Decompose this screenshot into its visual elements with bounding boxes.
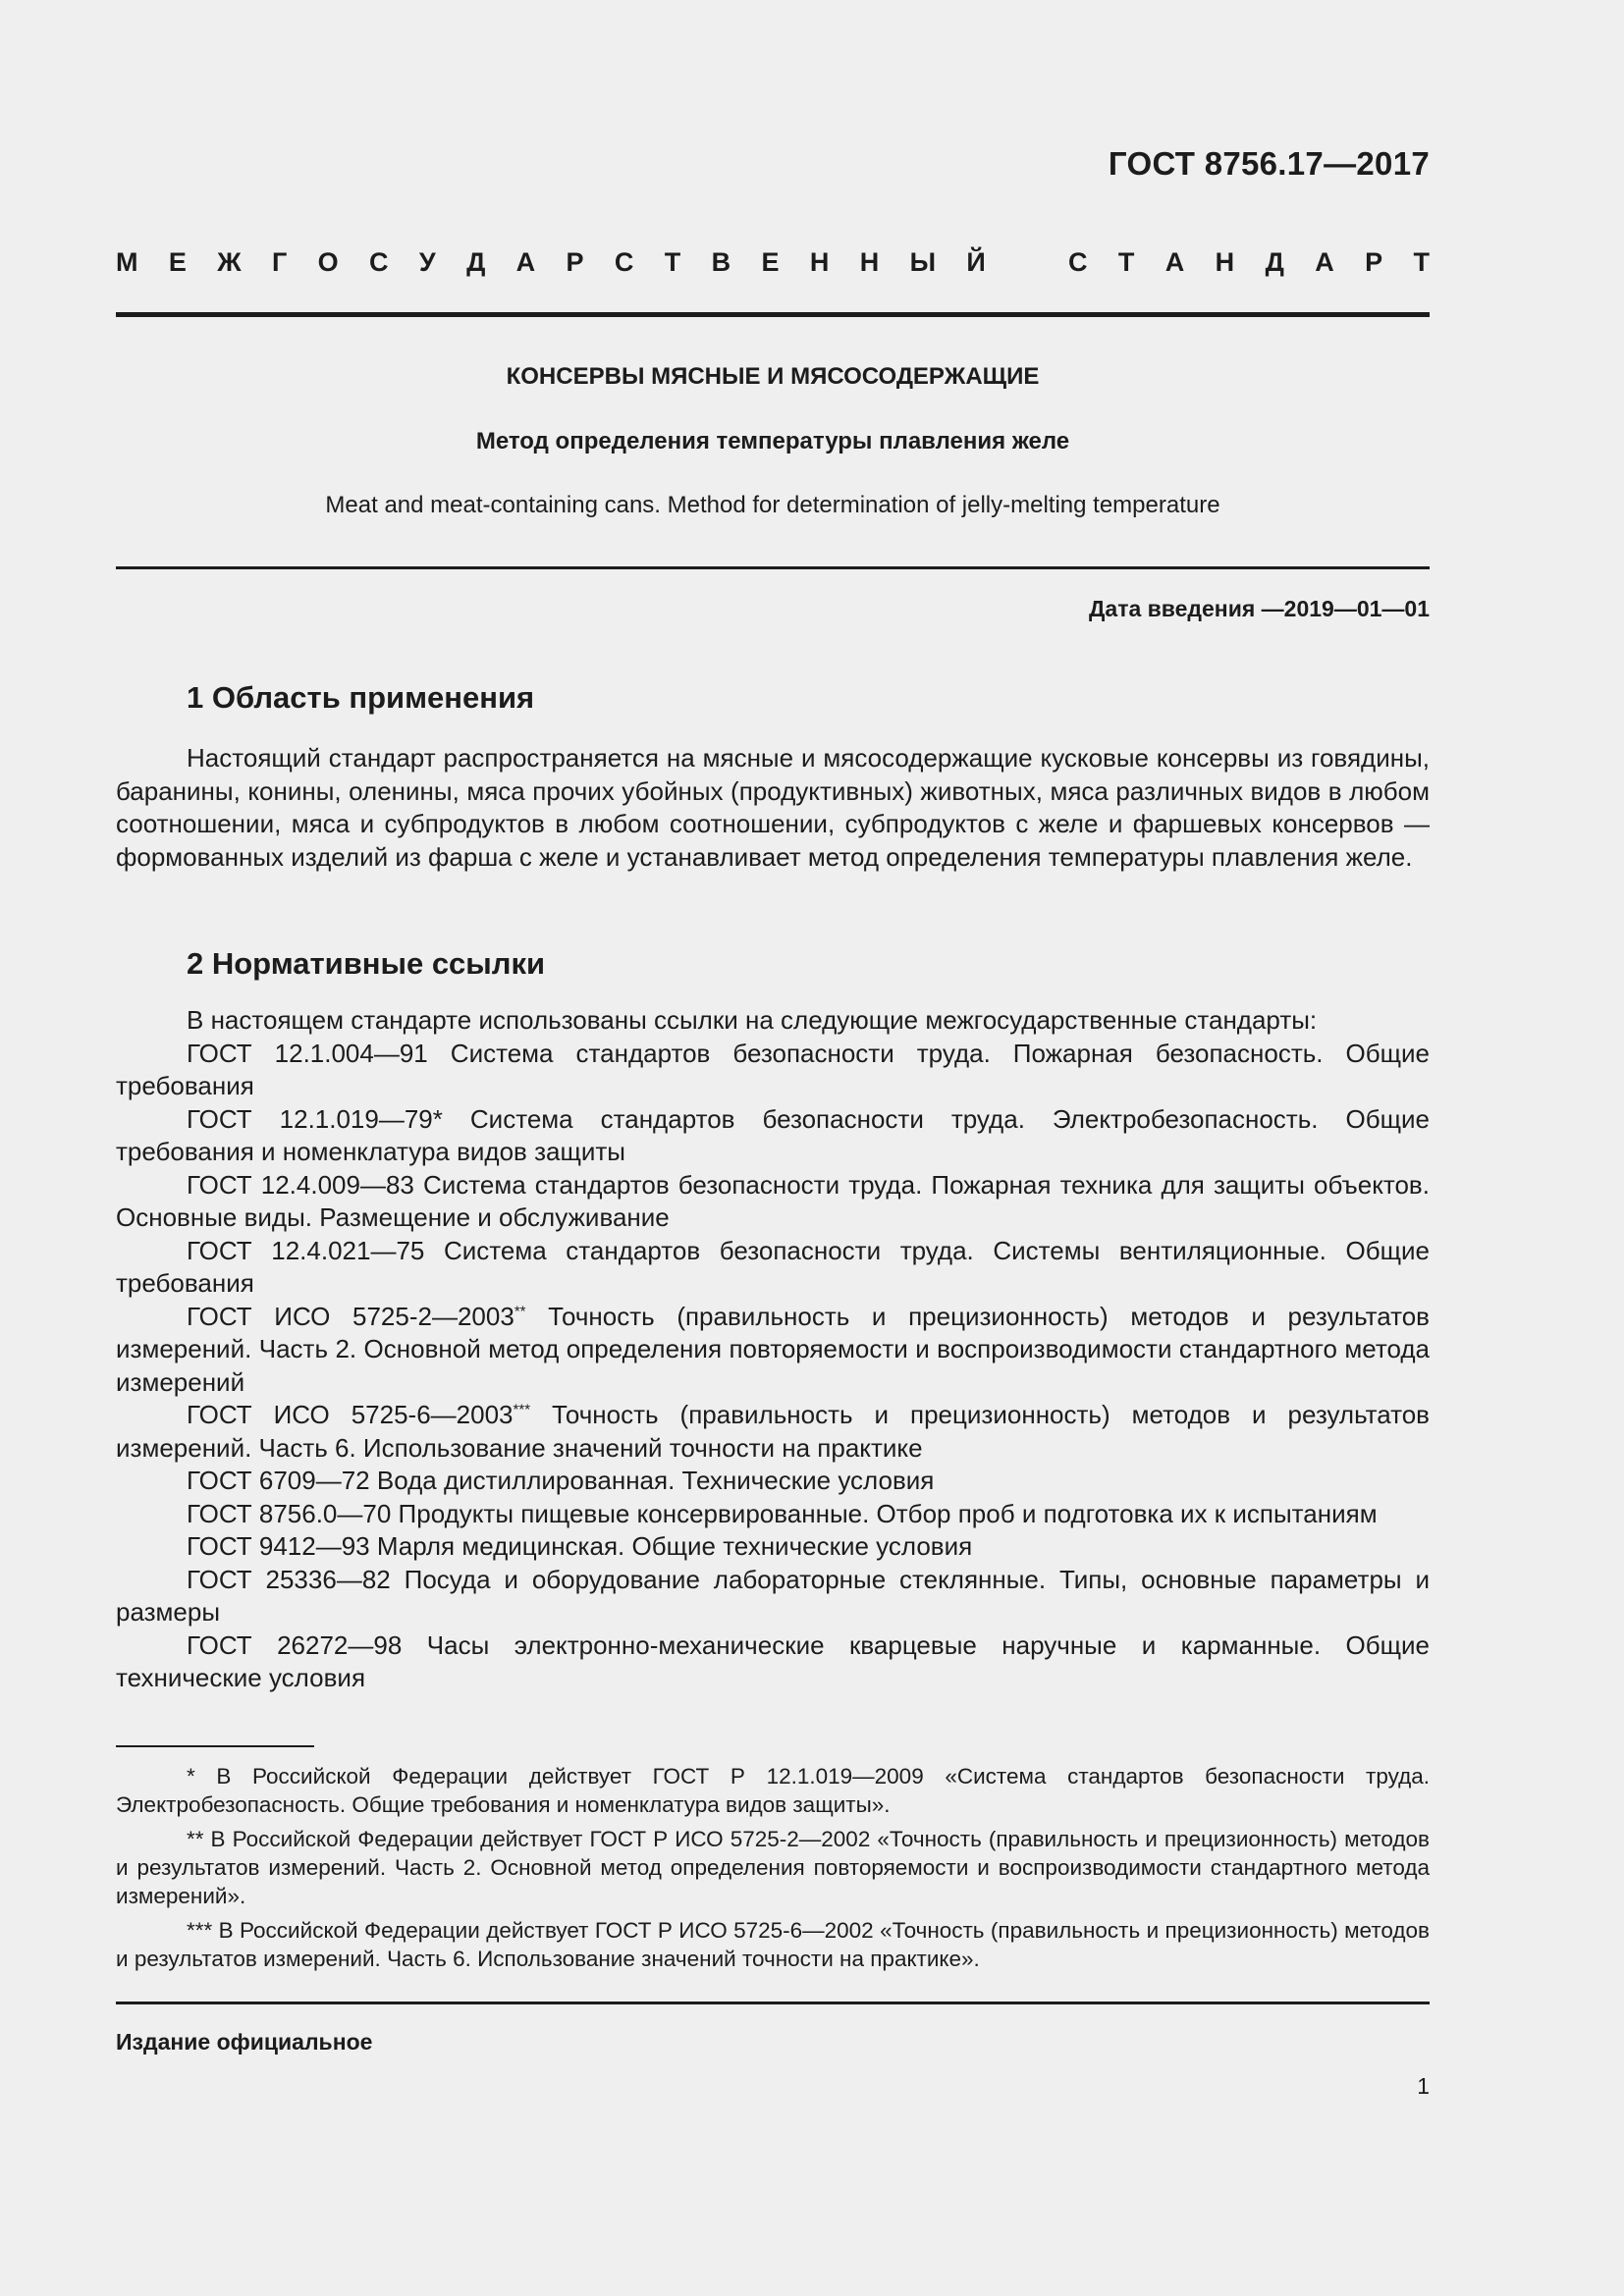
references-list [116,1004,1430,1695]
reference-title: Точность (правильность и прецизионность) методов и результатов измерений. Часть 6. Использование значений точности на практике [116,1400,1430,1463]
title-rule [116,566,1430,569]
document-title: КОНСЕРВЫ МЯСНЫЕ И МЯСОСОДЕРЖАЩИЕ [506,363,1040,390]
reference-item [116,1038,1430,1103]
scope-paragraph: Настоящий стандарт распространяется на мясные и мясосодержащие кусковые консервы из говядины, баранины, конины, оленины, мяса прочих убойных (продуктивных) животных, мяса различных видов в любом соотношении, мяса и субпродуктов в любом соотношении, субпродуктов с желе и фаршевых консервов — формованных изделий из фарша с желе и устанавливает метод определения температуры плавления желе. [116,743,1430,872]
reference-title: Марля медицинская. Общие технические условия [376,1531,973,1561]
footnote-rule [116,1745,314,1747]
standard-type-word: С Т А Н Д А Р Т [1068,247,1430,277]
reference-title: Вода дистиллированная. Технические условия [376,1466,935,1495]
footnote: ** В Российской Федерации действует ГОСТ Р ИСО 5725-2—2002 «Точность (правильность и прецизионность) методов и результатов измерений. Часть 2. Основной метод определения повторяемости и воспроизводимости стандартного метода измерений». [116,1827,1430,1908]
reference-title: Система стандартов безопасности труда. Пожарная техника для защиты объектов. Основные виды. Размещение и обслуживание [116,1169,1430,1232]
reference-item [116,1169,1430,1235]
reference-item [116,1301,1430,1400]
standard-type-line [116,247,1430,278]
reference-item [116,1465,1430,1498]
document-title-english: Meat and meat-containing cans. Method for determination of jelly-melting temperature [325,492,1220,518]
footer-rule [116,2002,1430,2004]
reference-title: Система стандартов безопасности труда. Электробезопасность. Общие требования и номенклатура видов защиты [116,1103,1430,1166]
reference-item [116,1235,1430,1301]
reference-title: Продукты пищевые консервированные. Отбор проб и подготовка их к испытаниям [398,1498,1378,1528]
standard-type-word: М Е Ж Г О С У Д А Р С Т В Е Н Н Ы Й [116,247,986,277]
reference-item [116,1530,1430,1564]
footnote-marker: ** [514,1302,526,1319]
reference-code: ГОСТ 12.4.009—83 [187,1169,414,1200]
section-heading-references: 2 Нормативные ссылки [187,946,546,981]
footnote-marker: *** [513,1401,531,1418]
reference-item [116,1498,1430,1531]
reference-code: ГОСТ 12.4.021—75 [187,1235,425,1265]
doc-number: ГОСТ 8756.17—2017 [1108,145,1430,182]
reference-code: ГОСТ 6709—72 [187,1466,370,1495]
reference-code: ГОСТ 12.1.004—91 [187,1038,428,1068]
reference-title: Система стандартов безопасности труда. Пожарная безопасность. Общие требования [116,1038,1430,1100]
reference-code: ГОСТ 8756.0—70 [187,1498,392,1528]
reference-title: Посуда и оборудование лабораторные стеклянные. Типы, основные параметры и размеры [116,1564,1430,1627]
section-heading-scope: 1 Область применения [187,680,535,715]
reference-title: Точность (правильность и прецизионность) методов и результатов измерений. Часть 2. Основной метод определения повторяемости и воспроизводимости стандартного метода измерений [116,1301,1430,1397]
reference-item [116,1103,1430,1169]
reference-item [116,1564,1430,1629]
reference-item [116,1399,1430,1465]
footnotes [116,1762,1430,1979]
reference-code: ГОСТ 9412—93 [187,1531,370,1561]
reference-code: ГОСТ ИСО 5725-2—2003 [187,1301,514,1331]
reference-code: ГОСТ 12.1.019—79* [187,1103,443,1134]
header-rule [116,312,1430,317]
reference-title: Система стандартов безопасности труда. Системы вентиляционные. Общие требования [116,1235,1430,1298]
reference-code: ГОСТ 26272—98 [187,1629,403,1660]
reference-code: ГОСТ ИСО 5725-6—2003 [187,1400,514,1429]
references-intro: В настоящем стандарте использованы ссылки на следующие межгосударственные стандарты: [187,1005,1318,1035]
introduction-date: Дата введения —2019—01—01 [1089,596,1430,621]
edition-label: Издание официальное [116,2029,373,2055]
reference-title: Часы электронно-механические кварцевые наручные и карманные. Общие технические условия [116,1629,1430,1692]
document-subtitle: Метод определения температуры плавления желе [475,428,1070,454]
reference-item [116,1629,1430,1695]
footnote: *** В Российской Федерации действует ГОСТ Р ИСО 5725-6—2002 «Точность (правильность и прецизионность) методов и результатов измерений. Часть 6. Использование значений точности на практике». [116,1918,1430,1971]
reference-code: ГОСТ 25336—82 [187,1564,391,1594]
page-number: 1 [1417,2073,1430,2099]
footnote: * В Российской Федерации действует ГОСТ Р 12.1.019—2009 «Система стандартов безопасности труда. Электробезопасность. Общие требования и номенклатура видов защиты». [116,1764,1430,1817]
